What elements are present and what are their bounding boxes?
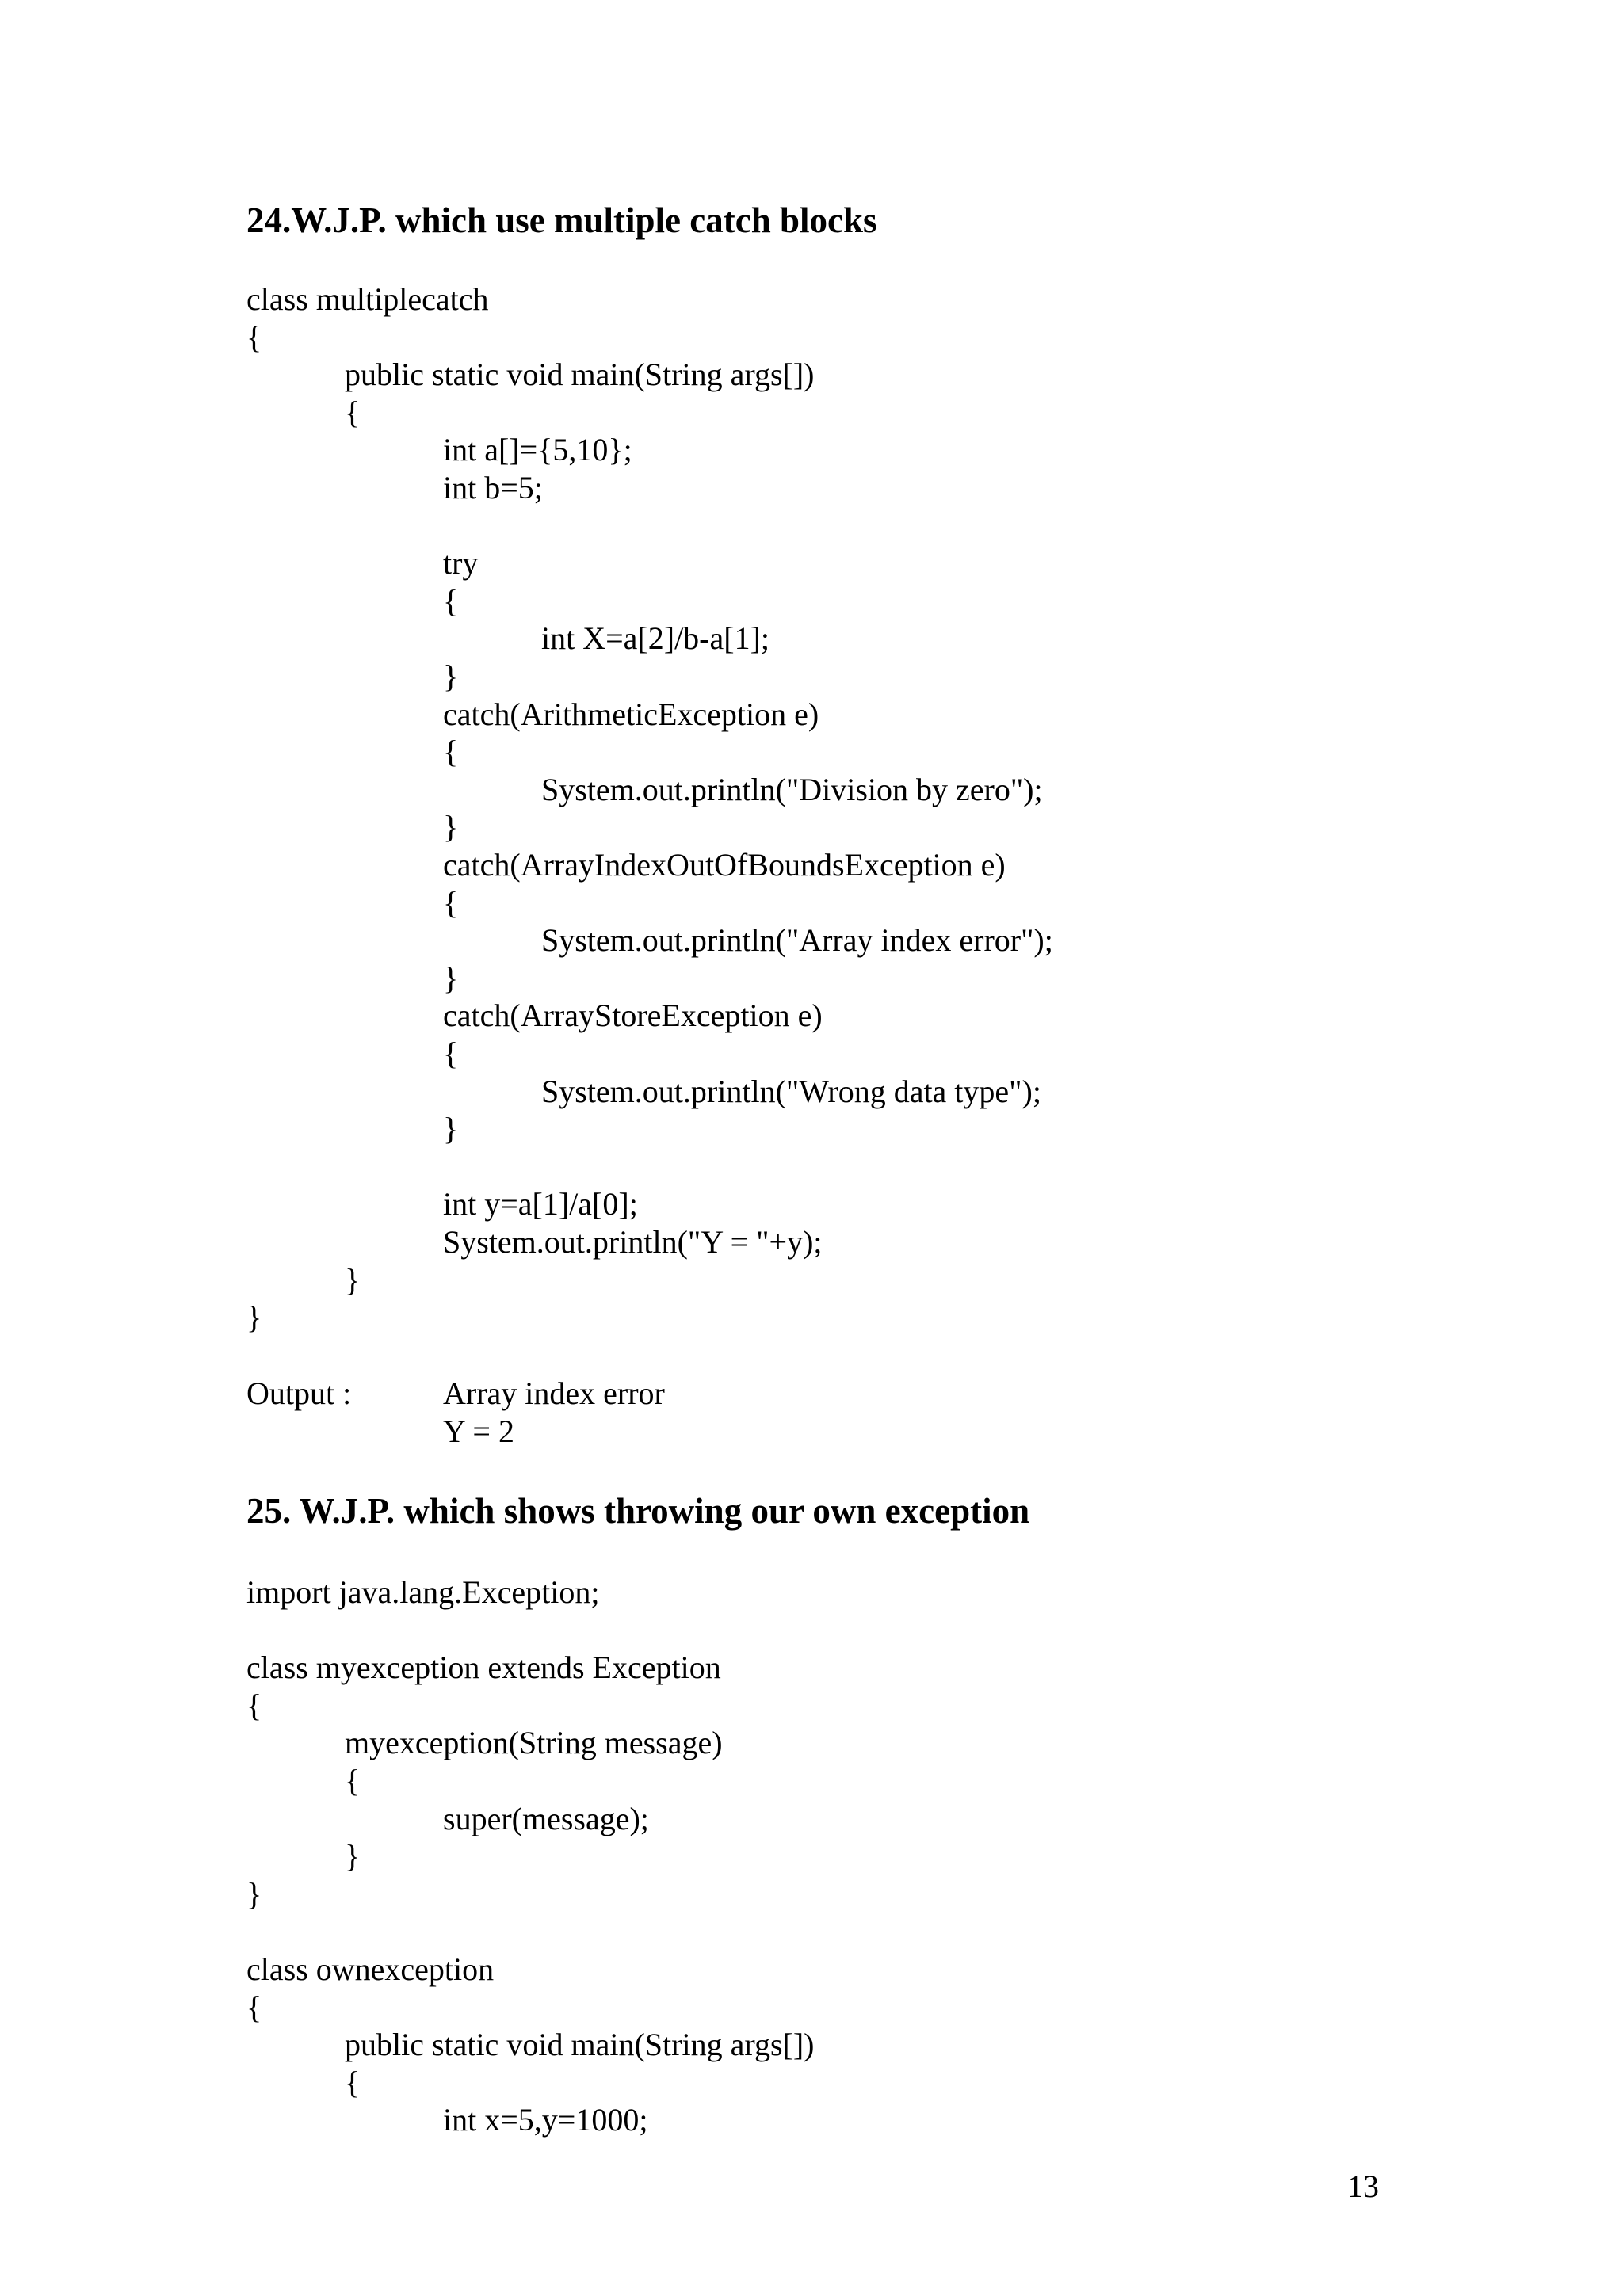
code-line: int x=5,y=1000; <box>443 2102 648 2138</box>
code-line: } <box>345 1838 361 1875</box>
code-line: } <box>246 1299 262 1336</box>
code-line: import java.lang.Exception; <box>246 1574 600 1610</box>
code-line: { <box>443 1035 459 1071</box>
code-line: int b=5; <box>443 470 543 505</box>
code-line: public static void main(String args[]) <box>345 2027 815 2063</box>
code-line: { <box>345 1763 361 1798</box>
code-line: { <box>345 2064 361 2100</box>
code-line: { <box>443 582 459 619</box>
code-line: super(message); <box>443 1800 649 1836</box>
section-24-heading: 24.W.J.P. which use multiple catch blocks <box>246 200 877 240</box>
code-line: catch(ArrayStoreException e) <box>443 997 823 1034</box>
code-line: class myexception extends Exception <box>246 1650 721 1686</box>
code-line: System.out.println("Wrong data type"); <box>541 1073 1041 1109</box>
code-line: int a[]={5,10}; <box>443 432 632 468</box>
output-line: Y = 2 <box>443 1413 514 1449</box>
code-line: System.out.println("Division by zero"); <box>541 771 1043 807</box>
code-line: class multiplecatch <box>246 281 489 317</box>
code-line: } <box>345 1261 361 1298</box>
code-line: { <box>246 318 262 355</box>
code-line: { <box>443 884 459 921</box>
code-line: { <box>246 1989 262 2025</box>
code-line: { <box>246 1687 262 1723</box>
code-line: int y=a[1]/a[0]; <box>443 1186 638 1222</box>
output-line: Array index error <box>443 1375 665 1411</box>
code-line: catch(ArithmeticException e) <box>443 696 819 732</box>
page-number: 13 <box>1347 2168 1379 2204</box>
code-line: } <box>246 1875 262 1912</box>
code-line: { <box>443 734 459 770</box>
code-line: } <box>443 658 459 694</box>
code-line: catch(ArrayIndexOutOfBoundsException e) <box>443 847 1006 883</box>
code-line: } <box>443 1111 459 1147</box>
code-line: try <box>443 545 479 582</box>
code-line: myexception(String message) <box>345 1725 723 1761</box>
code-line: } <box>443 959 459 996</box>
code-line: System.out.println("Array index error"); <box>541 922 1053 959</box>
code-line: int X=a[2]/b-a[1]; <box>541 620 770 657</box>
code-line: public static void main(String args[]) <box>345 357 815 393</box>
code-line: } <box>443 809 459 845</box>
code-line: class ownexception <box>246 1951 495 1987</box>
section-25-heading: 25. W.J.P. which shows throwing our own exception <box>246 1491 1030 1531</box>
output-label: Output : <box>246 1375 352 1411</box>
code-line: { <box>345 394 361 430</box>
code-line: System.out.println("Y = "+y); <box>443 1224 823 1260</box>
